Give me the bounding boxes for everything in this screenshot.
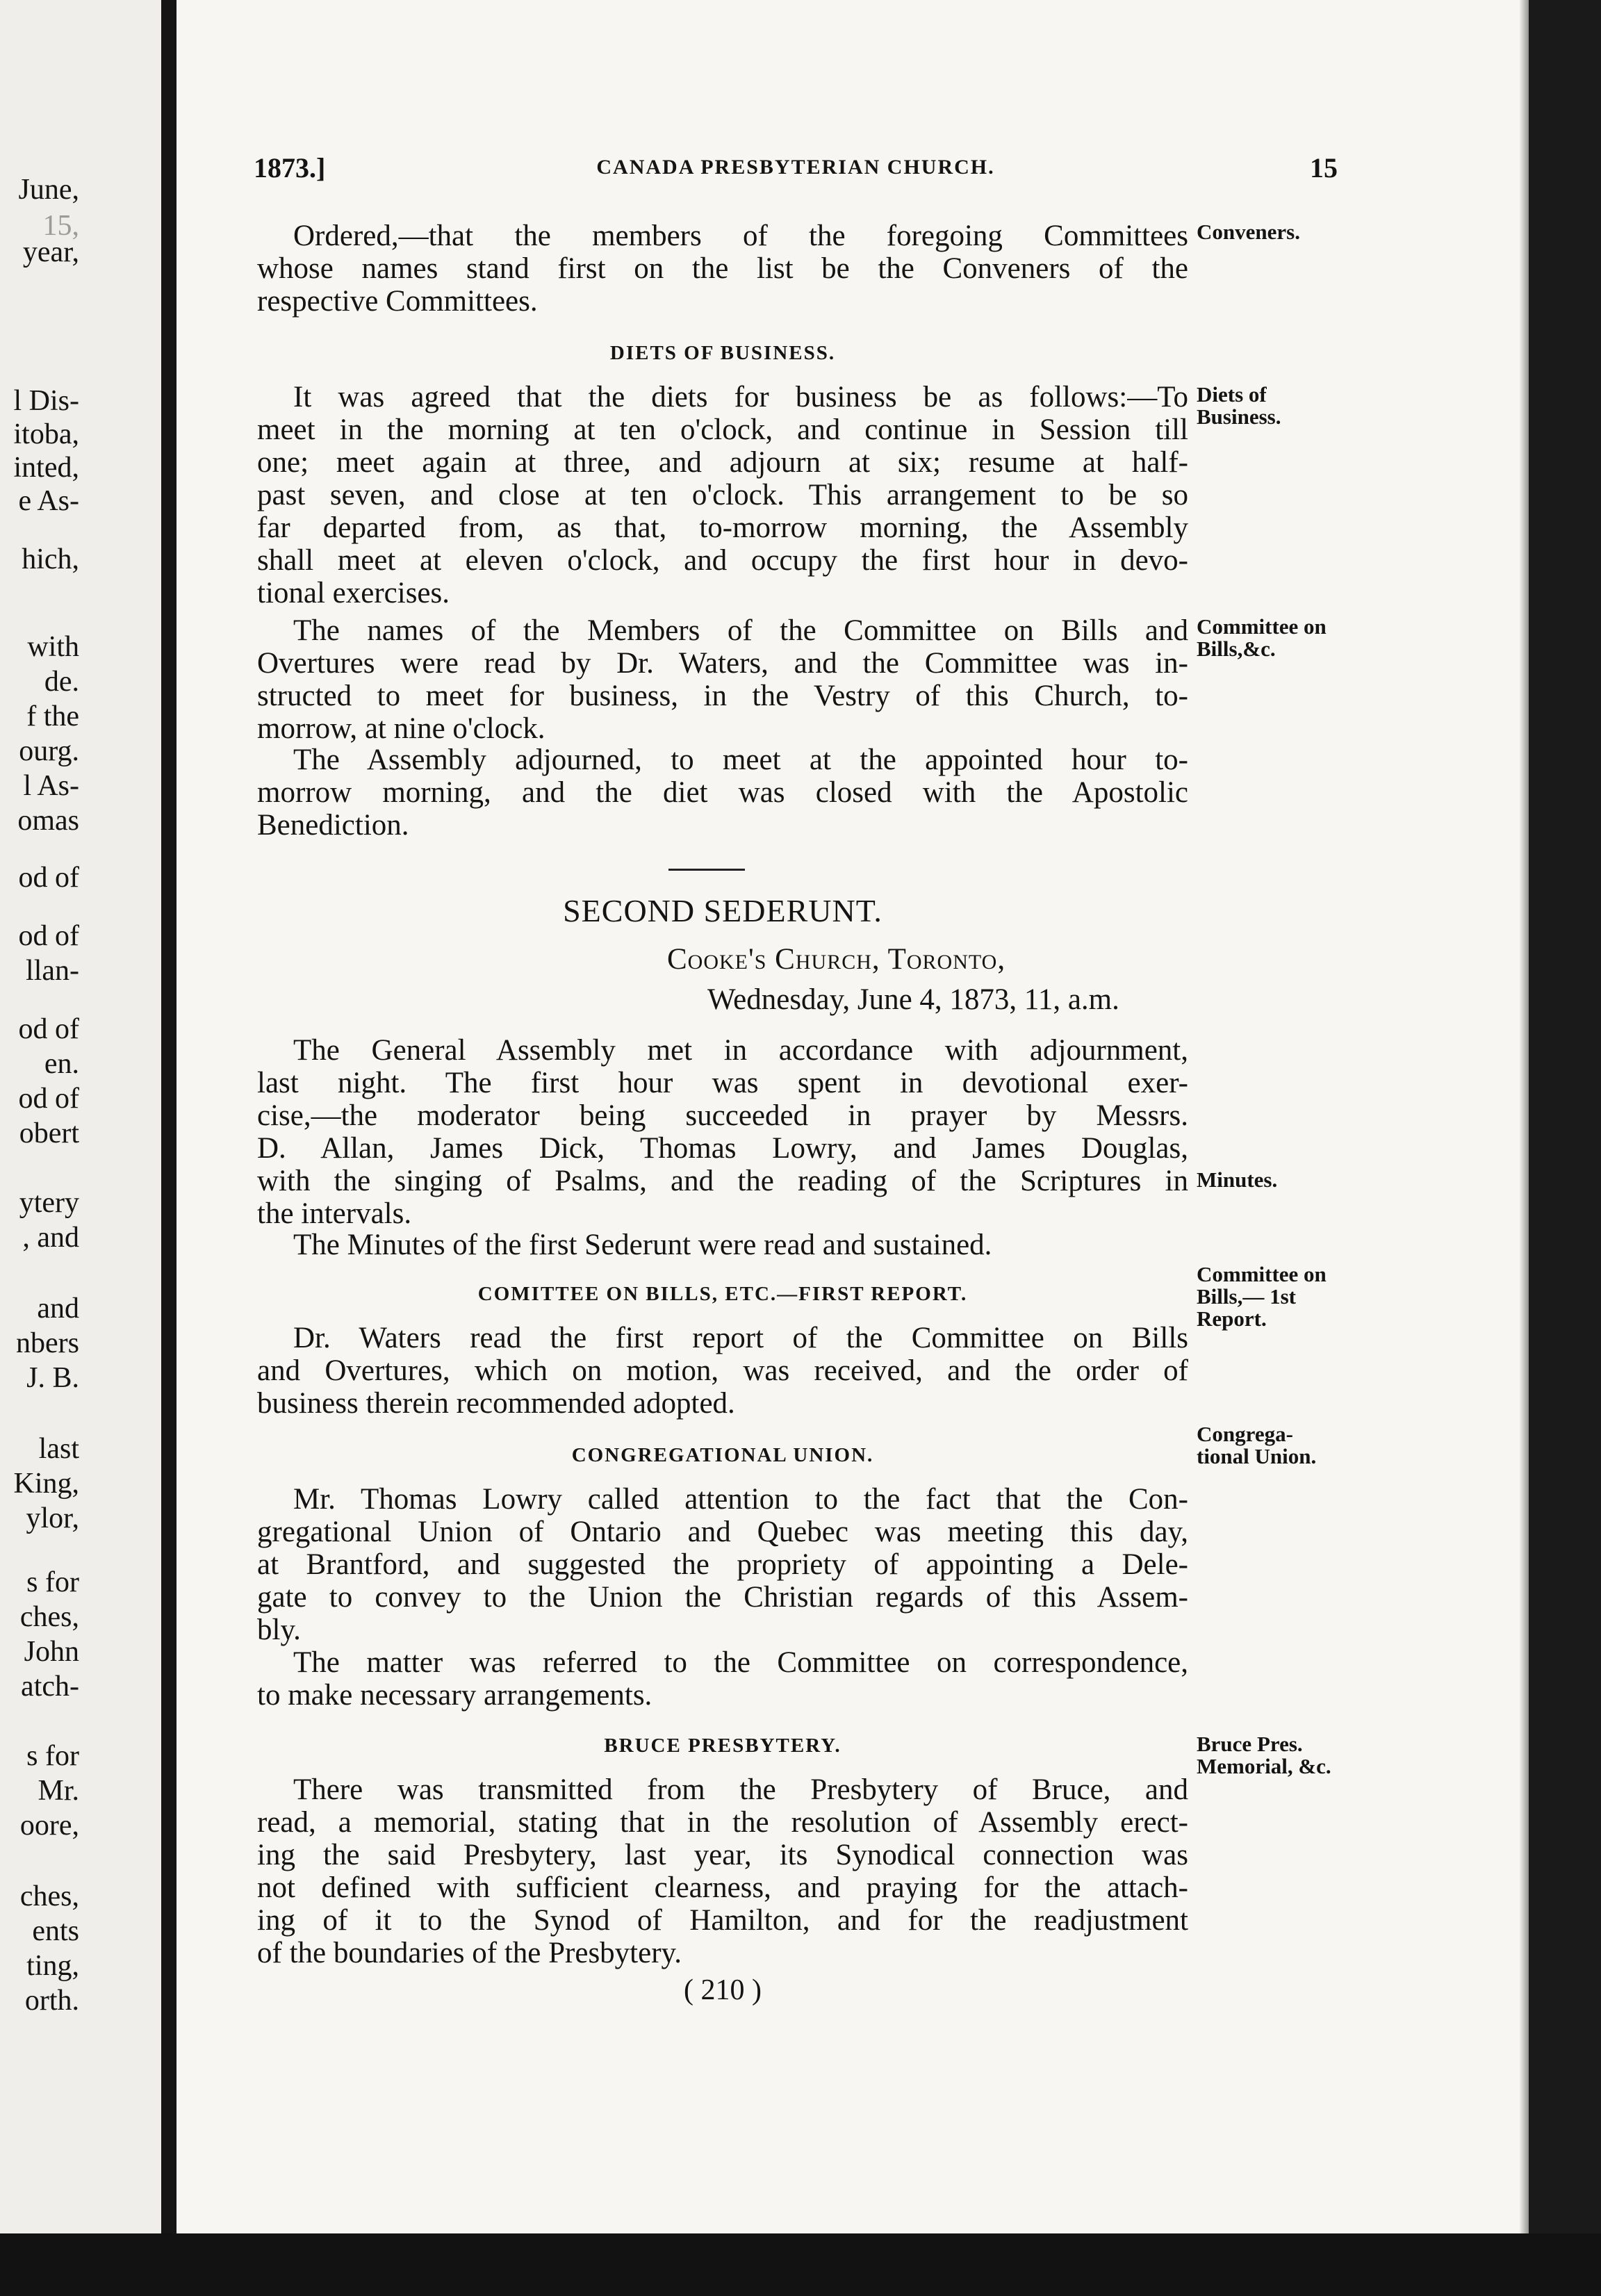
- paragraph-diets: [257, 381, 1188, 609]
- text-line: with the singing of Psalms, and the reading of the Scriptures in: [257, 1165, 1188, 1197]
- gutter-text-line: orth.: [24, 1985, 79, 2017]
- text-line: whose names stand first on the list be the Conveners of the: [257, 252, 1188, 285]
- text-line: one; meet again at three, and adjourn at six; resume at half-: [257, 446, 1188, 479]
- text-line: of the boundaries of the Presbytery.: [257, 1937, 682, 1969]
- text-line: The General Assembly met in accordance with adjournment,: [293, 1034, 1188, 1067]
- text-line: The names of the Members of the Committee on Bills and: [293, 614, 1188, 647]
- gutter-text-line: en.: [44, 1048, 79, 1080]
- gutter-text-line: obert: [19, 1117, 79, 1149]
- paragraph-minutes: [257, 1229, 1188, 1261]
- gutter-text-line: oore,: [19, 1810, 79, 1842]
- text-line: morrow, at nine o'clock.: [257, 712, 545, 745]
- book-edge-bottom: [0, 2233, 1601, 2296]
- gutter-text-line: s for: [26, 1566, 79, 1598]
- gutter-text-line: last: [38, 1433, 79, 1465]
- paragraph-congregational: [257, 1483, 1188, 1712]
- text-line: The Assembly adjourned, to meet at the appointed hour to-: [293, 744, 1188, 776]
- paragraph-ordered: [257, 220, 1188, 318]
- sederunt-title: SECOND SEDERUNT.: [563, 893, 882, 928]
- text-line: Dr. Waters read the first report of the Committee on Bills: [293, 1322, 1188, 1354]
- section-heading-bruce: BRUCE PRESBYTERY.: [604, 1735, 841, 1757]
- margin-note-bruce: Bruce Pres. Memorial, &c.: [1197, 1732, 1331, 1778]
- running-header: [254, 151, 1338, 193]
- text-line: to make necessary arrangements.: [257, 1679, 652, 1712]
- section-heading-congregational: CONGREGATIONAL UNION.: [571, 1444, 874, 1466]
- previous-page-gutter: [0, 0, 161, 2296]
- gutter-text-line: od of: [18, 862, 79, 894]
- gutter-text-line: inted,: [13, 452, 79, 484]
- paragraph-committee-bills: [257, 614, 1188, 745]
- text-line: respective Committees.: [257, 285, 538, 318]
- gutter-text-line: John: [24, 1636, 79, 1668]
- gutter-text-line: J. B.: [26, 1362, 79, 1394]
- gutter-text-line: od of: [18, 1013, 79, 1045]
- header-title: CANADA PRESBYTERIAN CHURCH.: [596, 156, 995, 179]
- text-line: Benediction.: [257, 809, 409, 842]
- text-line: bly.: [257, 1614, 301, 1646]
- gutter-text-line: ches,: [19, 1880, 79, 1912]
- gutter-text-line: ting,: [26, 1950, 79, 1982]
- gutter-text-line: and: [37, 1293, 79, 1325]
- gutter-text-line: hich,: [22, 543, 79, 575]
- gutter-text-line: ourg.: [19, 735, 79, 767]
- sederunt-date: Wednesday, June 4, 1873, 11, a.m.: [707, 983, 1119, 1016]
- text-line: The Minutes of the first Sederunt were read and sustained.: [293, 1229, 992, 1261]
- margin-note-conveners: Conveners.: [1197, 220, 1300, 244]
- gutter-text-line: atch-: [21, 1671, 79, 1703]
- text-line: shall meet at eleven o'clock, and occupy the first hour in devo-: [257, 544, 1188, 577]
- text-line: structed to meet for business, in the Vestry of this Church, to-: [257, 680, 1188, 712]
- text-line: the intervals.: [257, 1197, 412, 1230]
- gutter-text-line: s for: [26, 1740, 79, 1772]
- gutter-text-line: itoba,: [13, 418, 79, 450]
- book-spine: [161, 0, 176, 2296]
- text-line: and Overtures, which on motion, was received, and the order of: [257, 1354, 1188, 1387]
- gutter-text-line: od of: [18, 1083, 79, 1115]
- gutter-text-line: ents: [32, 1915, 79, 1947]
- gutter-text-line: Mr.: [38, 1775, 79, 1807]
- text-line: meet in the morning at ten o'clock, and continue in Session till: [257, 413, 1188, 446]
- gutter-text-line: , and: [22, 1222, 79, 1254]
- text-line: ing the said Presbytery, last year, its Synodical connection was: [257, 1839, 1188, 1871]
- gutter-text-line: nbers: [16, 1327, 79, 1359]
- text-line: gregational Union of Ontario and Quebec was meeting this day,: [257, 1516, 1188, 1548]
- gutter-text-line: omas: [17, 805, 79, 837]
- page-number: ( 210 ): [684, 1974, 762, 2006]
- gutter-text-line: year,: [22, 236, 79, 268]
- text-line: read, a memorial, stating that in the resolution of Assembly erect-: [257, 1806, 1188, 1839]
- book-edge-right: [1529, 0, 1601, 2296]
- text-line: not defined with sufficient clearness, and praying for the attach-: [257, 1871, 1188, 1904]
- gutter-text-line: King,: [13, 1468, 79, 1500]
- gutter-text-line: f the: [26, 700, 79, 732]
- text-line: tional exercises.: [257, 577, 450, 609]
- gutter-text-line: l As-: [23, 770, 79, 802]
- section-rule: [668, 869, 745, 871]
- section-heading-diets: DIETS OF BUSINESS.: [609, 342, 836, 364]
- gutter-text-line: 15,: [42, 210, 79, 242]
- margin-note-diets: Diets of Business.: [1197, 382, 1281, 429]
- text-line: Ordered,—that the members of the foregoing Committees: [293, 220, 1188, 252]
- gutter-text-line: od of: [18, 920, 79, 952]
- gutter-text-line: l Dis-: [13, 385, 79, 417]
- text-line: past seven, and close at ten o'clock. This arrangement to be so: [257, 479, 1188, 511]
- text-line: ing of it to the Synod of Hamilton, and for the readjustment: [257, 1904, 1188, 1937]
- text-line: gate to convey to the Union the Christian regards of this Assem-: [257, 1581, 1188, 1614]
- gutter-text-line: ches,: [19, 1601, 79, 1633]
- margin-note-congregational: Congrega- tional Union.: [1197, 1422, 1317, 1468]
- text-line: business therein recommended adopted.: [257, 1387, 735, 1420]
- gutter-text-line: llan-: [26, 955, 79, 987]
- text-line: cise,—the moderator being succeeded in prayer by Messrs.: [257, 1099, 1188, 1132]
- section-heading-first-report: COMITTEE ON BILLS, ETC.—FIRST REPORT.: [477, 1283, 968, 1305]
- text-line: Mr. Thomas Lowry called attention to the fact that the Con-: [293, 1483, 1188, 1516]
- gutter-text-line: with: [27, 631, 79, 663]
- gutter-text-line: June,: [18, 174, 79, 206]
- paragraph-bruce: [257, 1773, 1188, 1969]
- text-line: There was transmitted from the Presbytery of Bruce, and: [293, 1773, 1188, 1806]
- header-year: 1873.]: [254, 152, 326, 183]
- text-line: last night. The first hour was spent in devotional exer-: [257, 1067, 1188, 1099]
- text-line: D. Allan, James Dick, Thomas Lowry, and James Douglas,: [257, 1132, 1188, 1165]
- text-line: far departed from, as that, to-morrow morning, the Assembly: [257, 511, 1188, 544]
- paragraph-first-report: [257, 1322, 1188, 1420]
- margin-note-minutes: Minutes.: [1197, 1167, 1278, 1192]
- paragraph-adjourned: [257, 744, 1188, 842]
- gutter-text-line: e As-: [18, 485, 79, 517]
- text-line: morrow morning, and the diet was closed with the Apostolic: [257, 776, 1188, 809]
- margin-note-first-report: Committee on Bills,— 1st Report.: [1197, 1262, 1327, 1331]
- gutter-text-line: de.: [44, 666, 79, 698]
- text-line: The matter was referred to the Committee on correspondence,: [293, 1646, 1188, 1679]
- paragraph-assembly-met: [257, 1034, 1188, 1230]
- gutter-text-line: ylor,: [26, 1502, 79, 1534]
- gutter-text-line: ytery: [19, 1187, 79, 1219]
- margin-note-committee-bills: Committee on Bills,&c.: [1197, 614, 1327, 661]
- header-page-number: 15: [1310, 152, 1338, 183]
- church-location: Cooke's Church, Toronto,: [667, 943, 1006, 976]
- text-line: at Brantford, and suggested the propriety of appointing a Dele-: [257, 1548, 1188, 1581]
- text-line: It was agreed that the diets for business be as follows:—To: [293, 381, 1188, 413]
- text-line: Overtures were read by Dr. Waters, and the Committee was in-: [257, 647, 1188, 680]
